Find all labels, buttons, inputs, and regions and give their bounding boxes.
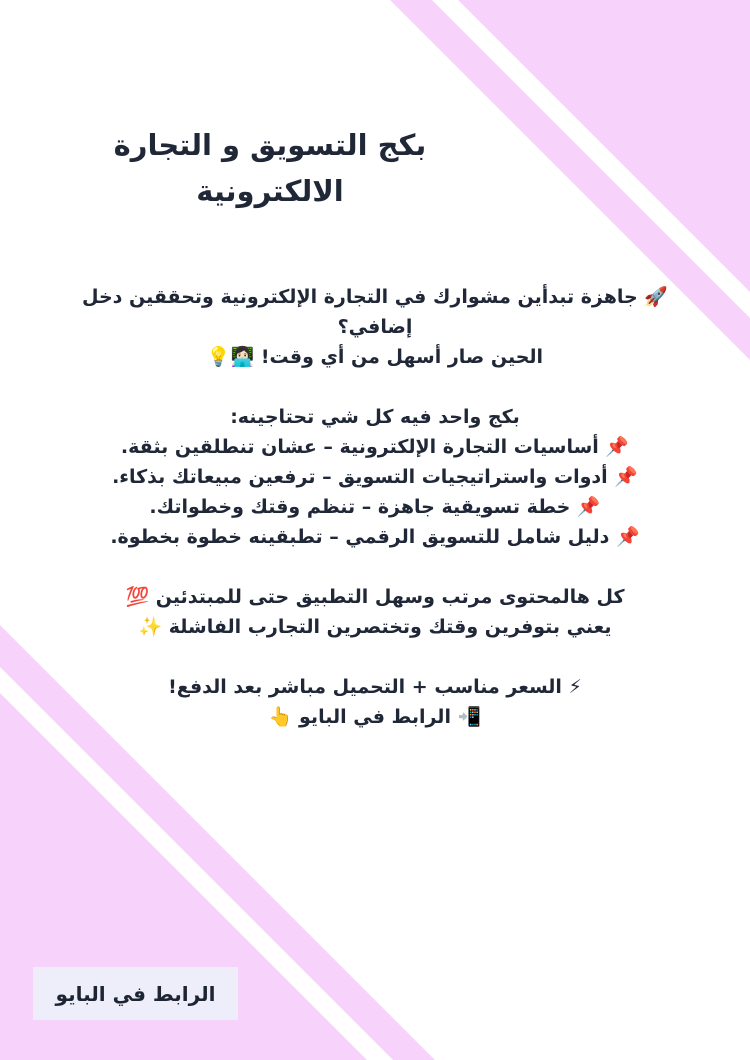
cta-line-2: 📲 الرابط في البايو 👆 xyxy=(268,706,482,728)
feature-item: 📌 دليل شامل للتسويق الرقمي – تطبقينه خطوة بخطوة. xyxy=(110,526,640,548)
stripe-top-right-inner xyxy=(458,0,750,292)
feature-item: 📌 خطة تسويقية جاهزة – تنظم وقتك وخطواتك. xyxy=(149,496,601,518)
benefit-line-1: كل هالمحتوى مرتب وسهل التطبيق حتى للمبتدئين 💯 xyxy=(125,586,625,608)
spacer xyxy=(70,552,680,582)
spacer xyxy=(70,642,680,672)
intro-line-1: 🚀 جاهزة تبدأين مشوارك في التجارة الإلكترونية وتحققين دخل إضافي؟ xyxy=(81,286,669,338)
main-content xyxy=(70,282,680,732)
features-heading: بكج واحد فيه كل شي تحتاجينه: xyxy=(230,406,520,428)
feature-item: 📌 أساسيات التجارة الإلكترونية – عشان تنطلقين بثقة. xyxy=(120,436,630,458)
intro-line-2: الحين صار أسهل من أي وقت! 👩🏻‍💻💡 xyxy=(206,346,544,368)
spacer xyxy=(70,372,680,402)
bio-link-button[interactable]: الرابط في البايو xyxy=(33,967,238,1020)
cta-line-1: ⚡ السعر مناسب + التحميل مباشر بعد الدفع! xyxy=(168,676,582,698)
benefit-line-2: يعني بتوفرين وقتك وتختصرين التجارب الفاشلة ✨ xyxy=(138,616,612,638)
page-title: بكج التسويق و التجارة الالكترونية xyxy=(113,128,427,208)
feature-item: 📌 أدوات واستراتيجيات التسويق – ترفعين مبيعاتك بذكاء. xyxy=(112,466,638,488)
